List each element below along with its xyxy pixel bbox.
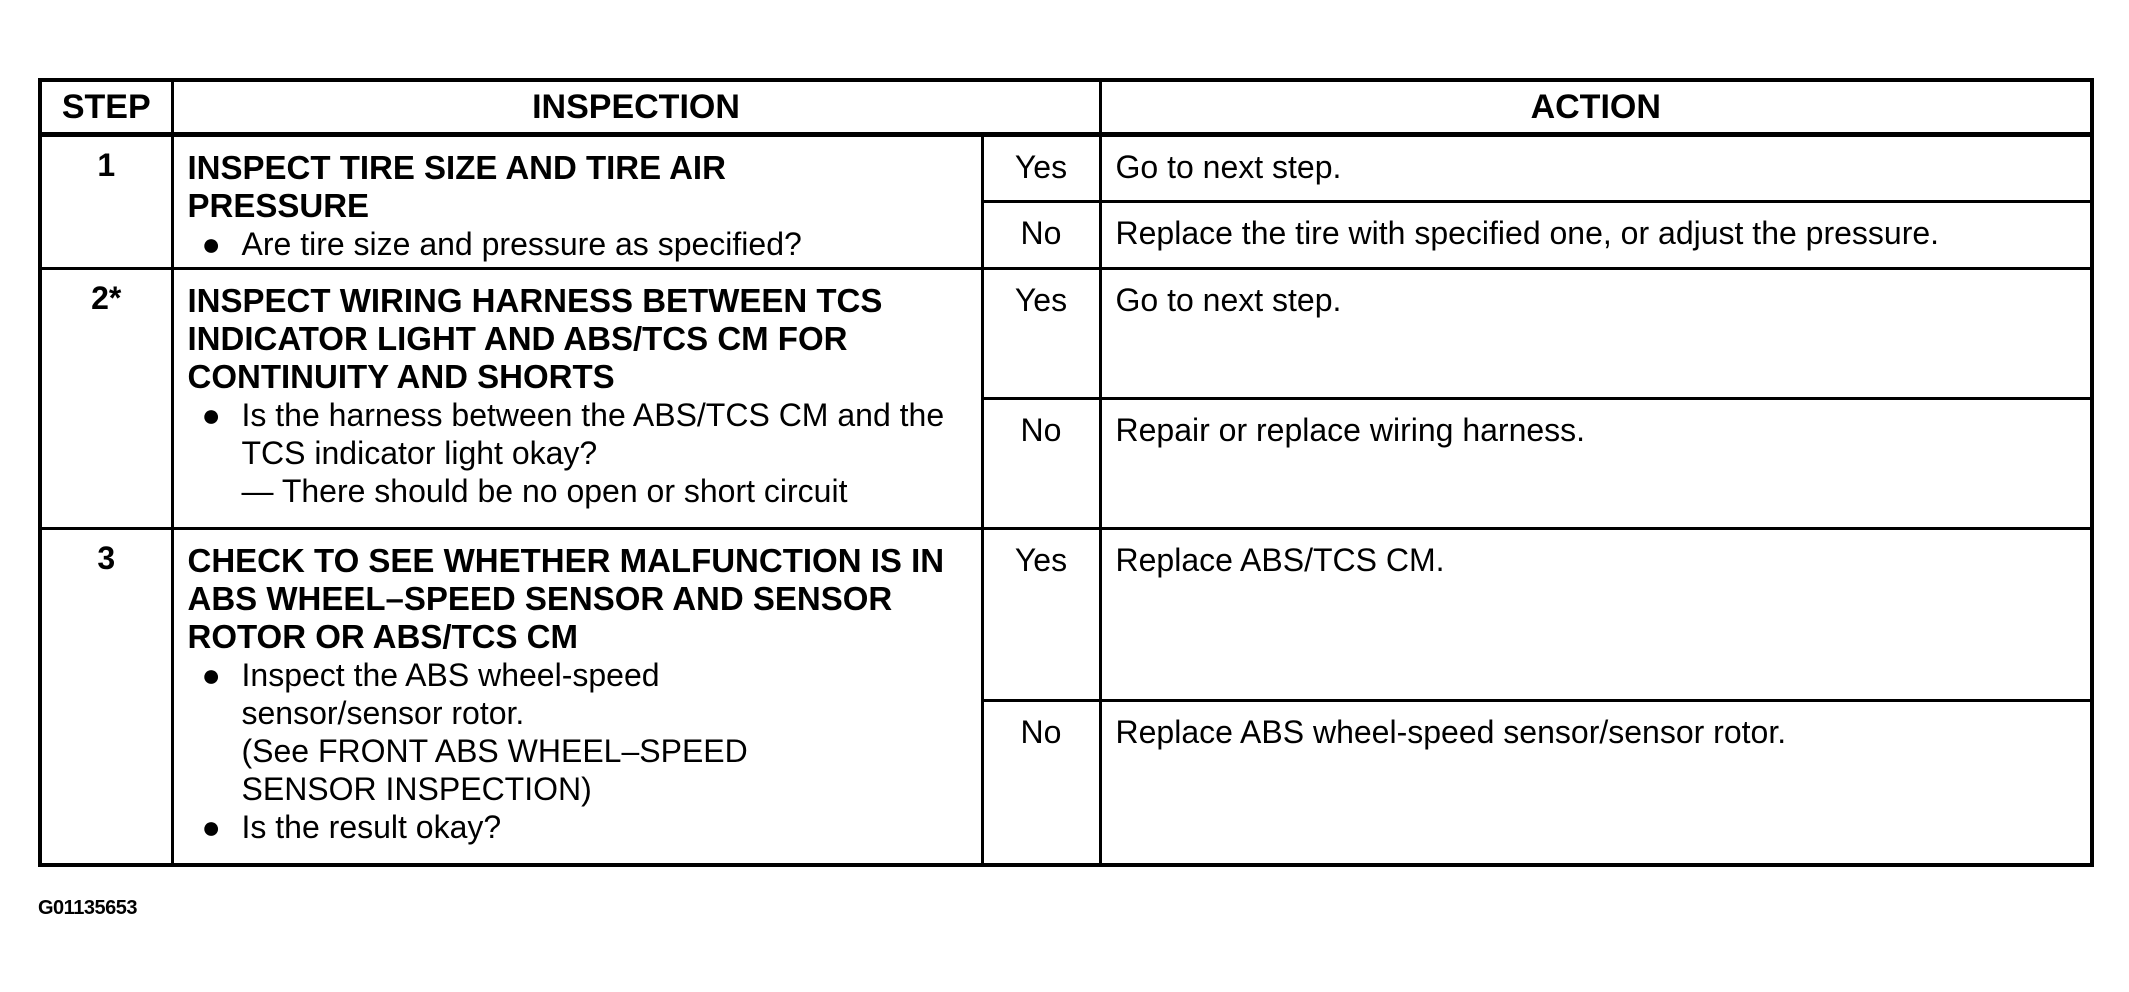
bullet-dot-icon: ● (201, 809, 221, 845)
inspection-bullet (188, 225, 969, 263)
table-header-row (40, 80, 2092, 135)
yes-action: Go to next step. (1100, 269, 2092, 399)
step-number: 1 (40, 135, 172, 269)
header-step: STEP (40, 80, 172, 135)
bullet-text: Inspect the ABS wheel-speed sensor/sensor rotor. (241, 657, 660, 731)
header-action: ACTION (1100, 80, 2092, 135)
bullet-text: Is the result okay? (241, 809, 502, 845)
no-action: Replace the tire with specified one, or adjust the pressure. (1100, 202, 2092, 269)
header-inspection: INSPECTION (172, 80, 1100, 135)
table-row (40, 135, 2092, 202)
inspection-cell (172, 269, 982, 529)
inspection-cell (172, 529, 982, 865)
table-row (40, 529, 2092, 701)
no-label: No (982, 701, 1100, 865)
bullet-text: Are tire size and pressure as specified? (241, 226, 802, 262)
step-number: 3 (40, 529, 172, 865)
inspection-cell (172, 135, 982, 269)
inspection-title: INSPECT TIRE SIZE AND TIRE AIR PRESSURE (187, 149, 726, 224)
troubleshooting-table (38, 78, 2094, 867)
inspection-bullet (188, 396, 952, 472)
bullet-dot-icon: ● (201, 397, 221, 433)
inspection-bullet (188, 656, 802, 732)
bullet-dot-icon: ● (201, 657, 221, 693)
bullet-text: Is the harness between the ABS/TCS CM and the TCS indicator light okay? (241, 397, 945, 471)
table-row (40, 269, 2092, 399)
no-action: Replace ABS wheel-speed sensor/sensor rotor. (1100, 701, 2092, 865)
bullet-dot-icon: ● (201, 226, 221, 262)
inspection-title: INSPECT WIRING HARNESS BETWEEN TCS INDICATOR LIGHT AND ABS/TCS CM FOR CONTINUITY AND SHORTS (187, 282, 883, 395)
no-label: No (982, 202, 1100, 269)
yes-action: Replace ABS/TCS CM. (1100, 529, 2092, 701)
figure-id: G01135653 (38, 897, 137, 919)
step-number: 2* (40, 269, 172, 529)
inspection-note: (See FRONT ABS WHEEL–SPEED SENSOR INSPECTION) (241, 733, 748, 807)
yes-label: Yes (982, 269, 1100, 399)
yes-label: Yes (982, 529, 1100, 701)
no-action: Repair or replace wiring harness. (1100, 399, 2092, 529)
yes-label: Yes (982, 135, 1100, 202)
inspection-bullet (188, 808, 969, 846)
no-label: No (982, 399, 1100, 529)
inspection-title: CHECK TO SEE WHETHER MALFUNCTION IS IN ABS WHEEL–SPEED SENSOR AND SENSOR ROTOR OR ABS/TCS CM (187, 542, 945, 655)
inspection-note: — There should be no open or short circuit (241, 473, 848, 509)
yes-action: Go to next step. (1100, 135, 2092, 202)
